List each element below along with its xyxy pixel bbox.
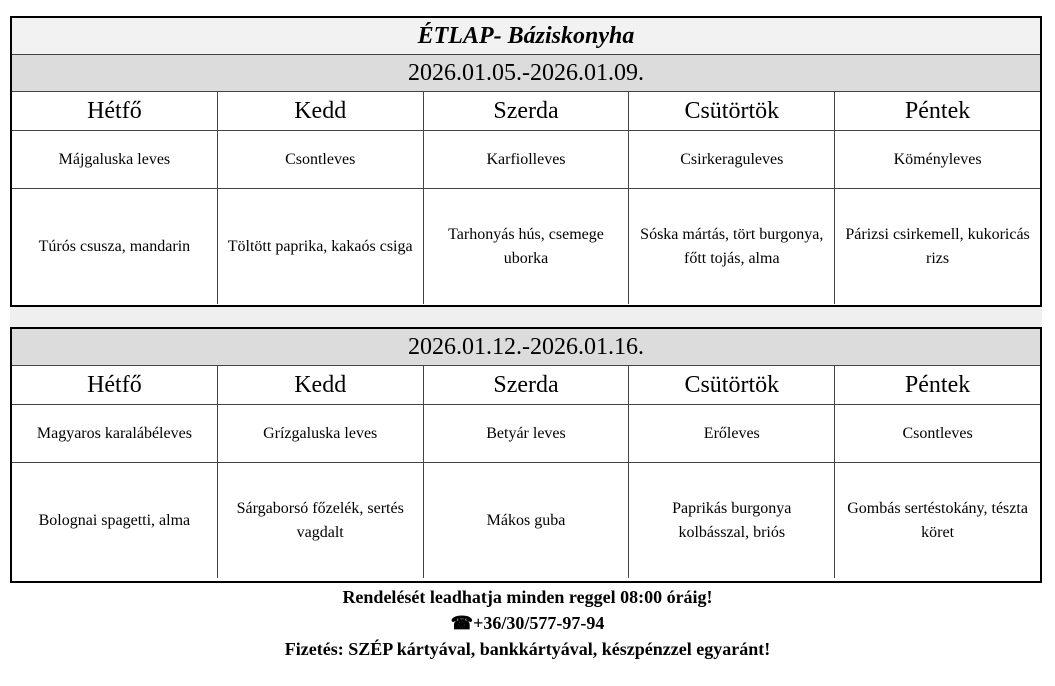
day-header-friday: Péntek xyxy=(904,97,971,124)
soup-cell: Magyaros karalábéleves xyxy=(12,405,218,462)
day-header-wednesday: Szerda xyxy=(424,366,630,404)
soup-cell: Karfiolleves xyxy=(424,131,630,188)
phone-line xyxy=(0,610,1055,636)
main-course-cell: Töltött paprika, kakaós csiga xyxy=(218,189,424,304)
week2-soup-row xyxy=(12,405,1040,463)
main-course-cell: Túrós csusza, mandarin xyxy=(12,189,218,304)
soup-cell: Csontleves xyxy=(902,424,973,442)
week1-menu-table xyxy=(10,16,1042,307)
week1-soup-row xyxy=(12,131,1040,189)
week1-day-header-row xyxy=(12,92,1040,131)
day-header-friday: Péntek xyxy=(904,371,971,398)
day-header-tuesday: Kedd xyxy=(218,366,424,404)
soup-cell: Erőleves xyxy=(629,405,835,462)
day-header-monday: Hétfő xyxy=(12,366,218,404)
week2-menu-table xyxy=(10,327,1042,583)
separator-strip xyxy=(10,307,1042,327)
day-header-thursday: Csütörtök xyxy=(629,92,835,130)
soup-cell: Csirkeraguleves xyxy=(629,131,835,188)
week1-main-course-row xyxy=(12,189,1040,304)
main-course-cell: Sóska mártás, tört burgonya, főtt tojás, alma xyxy=(629,189,835,304)
day-header-thursday: Csütörtök xyxy=(629,366,835,404)
phone-icon: ☎ xyxy=(450,613,474,633)
menu-title: ÉTLAP- Báziskonyha xyxy=(12,18,1040,55)
main-course-cell: Mákos guba xyxy=(424,463,630,578)
phone-number: +36/30/577-97-94 xyxy=(473,613,605,633)
main-course-cell: Tarhonyás hús, csemege uborka xyxy=(424,189,630,304)
day-header-monday: Hétfő xyxy=(12,92,218,130)
week2-day-header-row xyxy=(12,366,1040,405)
order-note: Rendelését leadhatja minden reggel 08:00 óráig! xyxy=(342,587,713,607)
main-course-cell: Sárgaborsó főzelék, sertés vagdalt xyxy=(218,463,424,578)
payment-note: Fizetés: SZÉP kártyával, bankkártyával, készpénzzel egyaránt! xyxy=(284,639,771,659)
main-course-cell: Paprikás burgonya kolbásszal, briós xyxy=(629,463,835,578)
week2-date-range: 2026.01.12.-2026.01.16. xyxy=(12,329,1040,366)
day-header-tuesday: Kedd xyxy=(218,92,424,130)
soup-cell: Betyár leves xyxy=(424,405,630,462)
soup-cell: Grízgaluska leves xyxy=(218,405,424,462)
soup-cell: Csontleves xyxy=(218,131,424,188)
footer-info xyxy=(0,584,1055,662)
week1-date-range: 2026.01.05.-2026.01.09. xyxy=(12,55,1040,92)
week2-main-course-row xyxy=(12,463,1040,578)
soup-cell: Májgaluska leves xyxy=(12,131,218,188)
day-header-wednesday: Szerda xyxy=(424,92,630,130)
main-course-cell: Bolognai spagetti, alma xyxy=(12,463,218,578)
main-course-cell: Párizsi csirkemell, kukoricás rizs xyxy=(845,225,1030,267)
soup-cell: Köményleves xyxy=(893,150,982,168)
main-course-cell: Gombás sertéstokány, tészta köret xyxy=(847,499,1028,541)
